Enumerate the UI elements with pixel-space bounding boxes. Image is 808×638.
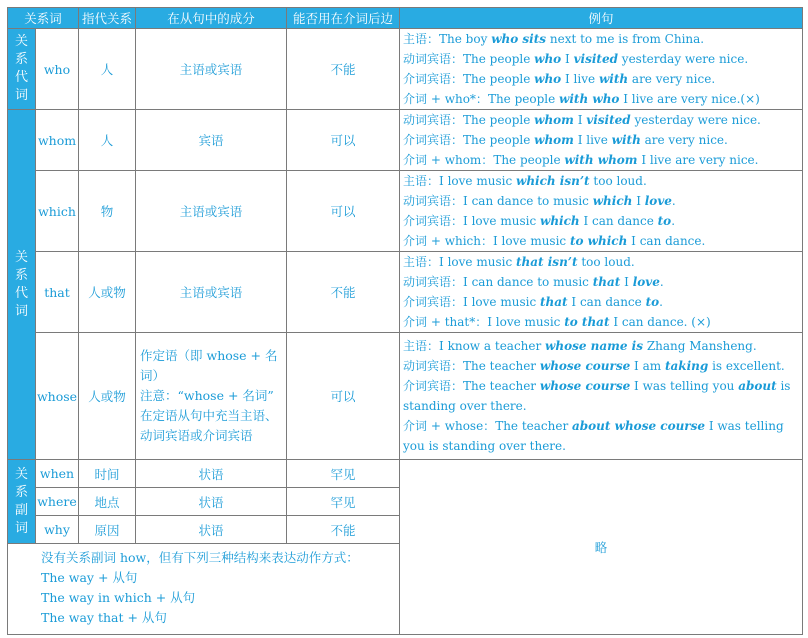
category-char: 关 xyxy=(14,249,28,265)
example-text: 介词宾语： xyxy=(403,295,464,309)
example-text: 介词 + which： xyxy=(403,234,493,248)
example-text: The people xyxy=(463,133,535,147)
role-cell xyxy=(136,333,287,460)
example-keyword: which xyxy=(539,214,580,228)
header-after-prep: 能否用在介词后边 xyxy=(287,8,400,29)
example-line xyxy=(403,416,800,456)
example-line xyxy=(403,211,800,231)
table-row xyxy=(8,110,803,171)
word-cell: when xyxy=(36,460,79,488)
category-char: 词 xyxy=(14,88,28,103)
example-text: are very nice. xyxy=(628,72,716,86)
category-char: 系 xyxy=(14,484,28,500)
example-text: The people xyxy=(463,113,535,127)
example-text: I xyxy=(561,52,574,66)
refers-cell: 人 xyxy=(79,110,136,171)
example-text: I know a teacher xyxy=(439,339,546,353)
example-text: I can dance to music xyxy=(463,194,593,208)
example-text: yesterday were nice. xyxy=(630,113,761,127)
example-keyword: with whom xyxy=(564,153,638,167)
example-text: The people xyxy=(487,92,560,106)
category-char: 代 xyxy=(14,285,28,301)
table-row xyxy=(8,171,803,252)
word-cell: why xyxy=(36,516,79,544)
example-text: are very nice. xyxy=(640,133,728,147)
example-text: yesterday were nice. xyxy=(617,52,749,66)
examples-cell xyxy=(400,333,803,460)
example-text: 动词宾语： xyxy=(403,113,464,127)
example-keyword: which isn’t xyxy=(515,174,590,188)
example-line xyxy=(403,171,800,191)
example-text: 动词宾语： xyxy=(403,52,464,66)
refers-cell: 人或物 xyxy=(79,333,136,460)
example-text: The teacher xyxy=(463,379,540,393)
category-char: 关 xyxy=(14,34,28,49)
role-cell: 主语或宾语 xyxy=(136,252,287,333)
example-text: too loud. xyxy=(577,255,635,269)
example-text: I xyxy=(620,275,633,289)
prep-cell: 可以 xyxy=(287,333,400,460)
example-keyword: whose name is xyxy=(545,339,643,353)
category-char: 词 xyxy=(14,303,28,319)
example-text: 主语： xyxy=(403,174,440,188)
example-text: 主语： xyxy=(403,255,440,269)
prep-cell: 可以 xyxy=(287,171,400,252)
prep-cell: 不能 xyxy=(287,29,400,110)
example-text: is excellent. xyxy=(708,359,785,373)
example-keyword: to xyxy=(657,214,672,228)
example-text: I love music xyxy=(487,315,565,329)
example-line xyxy=(403,110,800,130)
example-text: The people xyxy=(463,52,535,66)
role-cell: 状语 xyxy=(136,516,287,544)
table-row xyxy=(8,29,803,110)
example-text: 介词宾语： xyxy=(403,133,464,147)
example-text: I can dance xyxy=(579,214,658,228)
example-line xyxy=(403,336,800,356)
example-text: The people xyxy=(463,72,535,86)
example-text: I love music xyxy=(463,295,540,309)
prep-cell: 不能 xyxy=(287,252,400,333)
header-relative-word: 关系词 xyxy=(8,8,79,29)
adverb-example-cell: 略 xyxy=(400,460,803,635)
example-line xyxy=(403,312,800,332)
example-text: I love music xyxy=(463,214,540,228)
example-line xyxy=(403,231,800,251)
example-text: 介词宾语： xyxy=(403,72,464,86)
word-cell: where xyxy=(36,488,79,516)
example-text: too loud. xyxy=(589,174,647,188)
example-text: The boy xyxy=(439,32,492,46)
prep-cell: 罕见 xyxy=(287,460,400,488)
word-cell: whom xyxy=(36,110,79,171)
example-line xyxy=(403,376,800,416)
refers-cell: 人 xyxy=(79,29,136,110)
example-keyword: who xyxy=(534,72,562,86)
example-text: 介词 + that*： xyxy=(403,315,488,329)
examples-cell xyxy=(400,171,803,252)
example-text: 介词宾语： xyxy=(403,379,464,393)
examples-cell xyxy=(400,110,803,171)
example-text: next to me is from China. xyxy=(546,32,705,46)
category-adverb xyxy=(8,460,36,544)
example-text: 动词宾语： xyxy=(403,194,464,208)
example-text: . xyxy=(659,275,664,289)
example-keyword: with who xyxy=(559,92,620,106)
example-line xyxy=(403,49,800,69)
refers-cell: 地点 xyxy=(79,488,136,516)
refers-cell: 物 xyxy=(79,171,136,252)
role-cell: 宾语 xyxy=(136,110,287,171)
role-cell: 主语或宾语 xyxy=(136,171,287,252)
example-line xyxy=(403,191,800,211)
word-cell: whose xyxy=(36,333,79,460)
example-line xyxy=(403,292,800,312)
example-keyword: who xyxy=(534,52,562,66)
example-text: 介词 + whose： xyxy=(403,419,496,433)
example-text: 主语： xyxy=(403,32,440,46)
example-text: I can dance. (×) xyxy=(609,315,711,329)
example-text: . xyxy=(671,214,676,228)
category-char: 副 xyxy=(14,502,28,518)
example-text: The people xyxy=(493,153,565,167)
category-char: 系 xyxy=(14,267,28,283)
role-cell: 状语 xyxy=(136,460,287,488)
example-text: I live are very nice.(×) xyxy=(619,92,760,106)
example-keyword: with xyxy=(611,133,641,147)
example-text: 介词宾语： xyxy=(403,214,464,228)
example-keyword: with xyxy=(598,72,629,86)
example-keyword: visited xyxy=(586,113,631,127)
example-line xyxy=(403,252,800,272)
header-role: 在从句中的成分 xyxy=(136,8,287,29)
example-text: 动词宾语： xyxy=(403,359,464,373)
example-text: The teacher xyxy=(463,359,540,373)
category-char: 关 xyxy=(14,466,28,482)
footnote-line: The way + 从句 xyxy=(41,570,138,585)
prep-cell: 不能 xyxy=(287,516,400,544)
example-keyword: visited xyxy=(573,52,618,66)
prep-cell: 可以 xyxy=(287,110,400,171)
example-text: I can dance. xyxy=(627,234,706,248)
role-cell: 状语 xyxy=(136,488,287,516)
example-line xyxy=(403,69,800,89)
example-line xyxy=(403,89,800,109)
example-text: I can dance xyxy=(567,295,646,309)
example-text: I xyxy=(632,194,645,208)
example-keyword: love xyxy=(644,194,672,208)
word-cell: which xyxy=(36,171,79,252)
header-row xyxy=(8,8,803,29)
role-line: 作定语（即 whose + 名词） xyxy=(140,348,278,383)
example-line xyxy=(403,150,800,170)
role-line: 注意：“whose + 名词” xyxy=(140,388,274,403)
table-row xyxy=(8,333,803,460)
example-text: 介词 + who*： xyxy=(403,92,488,106)
example-text: . xyxy=(659,295,663,309)
example-text: is standing over there. xyxy=(403,379,791,413)
header-examples: 例句 xyxy=(400,8,803,29)
example-line xyxy=(403,130,800,150)
example-text: Zhang Mansheng. xyxy=(643,339,757,353)
example-text: I live xyxy=(573,133,612,147)
footnote-intro: 没有关系副词 how，但有下列三种结构来表达动作方式： xyxy=(41,550,359,565)
refers-cell: 时间 xyxy=(79,460,136,488)
table-row xyxy=(8,252,803,333)
example-keyword: to which xyxy=(569,234,628,248)
prep-cell: 罕见 xyxy=(287,488,400,516)
example-keyword: that isn’t xyxy=(515,255,578,269)
refers-cell: 原因 xyxy=(79,516,136,544)
example-text: 介词 + whom： xyxy=(403,153,494,167)
category-pronoun-1 xyxy=(8,29,36,110)
example-text: . xyxy=(671,194,676,208)
example-keyword: about whose course xyxy=(572,419,706,433)
example-text: I love music xyxy=(439,174,516,188)
role-line: 在定语从句中充当主语、 xyxy=(140,408,278,423)
example-text: 主语： xyxy=(403,339,440,353)
example-keyword: that xyxy=(592,275,621,289)
category-char: 词 xyxy=(14,520,28,536)
example-text: I live are very nice. xyxy=(637,153,759,167)
example-keyword: taking xyxy=(664,359,709,373)
category-pronoun-2 xyxy=(8,110,36,460)
example-text: The teacher xyxy=(495,419,573,433)
refers-cell: 人或物 xyxy=(79,252,136,333)
example-keyword: which xyxy=(592,194,633,208)
table-row xyxy=(8,460,803,488)
category-char: 代 xyxy=(14,70,28,85)
role-line: 动词宾语或介词宾语 xyxy=(140,428,253,443)
example-line xyxy=(403,272,800,292)
example-line xyxy=(403,29,800,49)
example-text: I xyxy=(573,113,587,127)
example-text: 动词宾语： xyxy=(403,275,464,289)
example-keyword: love xyxy=(632,275,660,289)
examples-cell xyxy=(400,252,803,333)
example-keyword: whom xyxy=(534,133,574,147)
role-cell: 主语或宾语 xyxy=(136,29,287,110)
category-char: 系 xyxy=(14,52,28,67)
examples-cell xyxy=(400,29,803,110)
example-text: I can dance to music xyxy=(463,275,593,289)
example-keyword: who sits xyxy=(491,32,547,46)
footnote-line: The way that + 从句 xyxy=(41,610,167,625)
example-text: I was telling you xyxy=(630,379,739,393)
example-text: I love music xyxy=(439,255,516,269)
footnote-line: The way in which + 从句 xyxy=(41,590,196,605)
example-text: I am xyxy=(630,359,665,373)
example-keyword: about xyxy=(738,379,777,393)
example-line xyxy=(403,356,800,376)
relative-words-table xyxy=(7,7,803,635)
example-keyword: to xyxy=(645,295,660,309)
example-text: I was telling you is standing over there. xyxy=(403,419,784,453)
example-keyword: whose course xyxy=(539,359,631,373)
example-text: I love music xyxy=(493,234,570,248)
example-keyword: to that xyxy=(564,315,610,329)
header-refers: 指代关系 xyxy=(79,8,136,29)
example-text: I live xyxy=(561,72,599,86)
word-cell: who xyxy=(36,29,79,110)
example-keyword: that xyxy=(539,295,568,309)
footnote-cell xyxy=(8,544,400,635)
word-cell: that xyxy=(36,252,79,333)
example-keyword: whose course xyxy=(539,379,631,393)
example-keyword: whom xyxy=(534,113,574,127)
